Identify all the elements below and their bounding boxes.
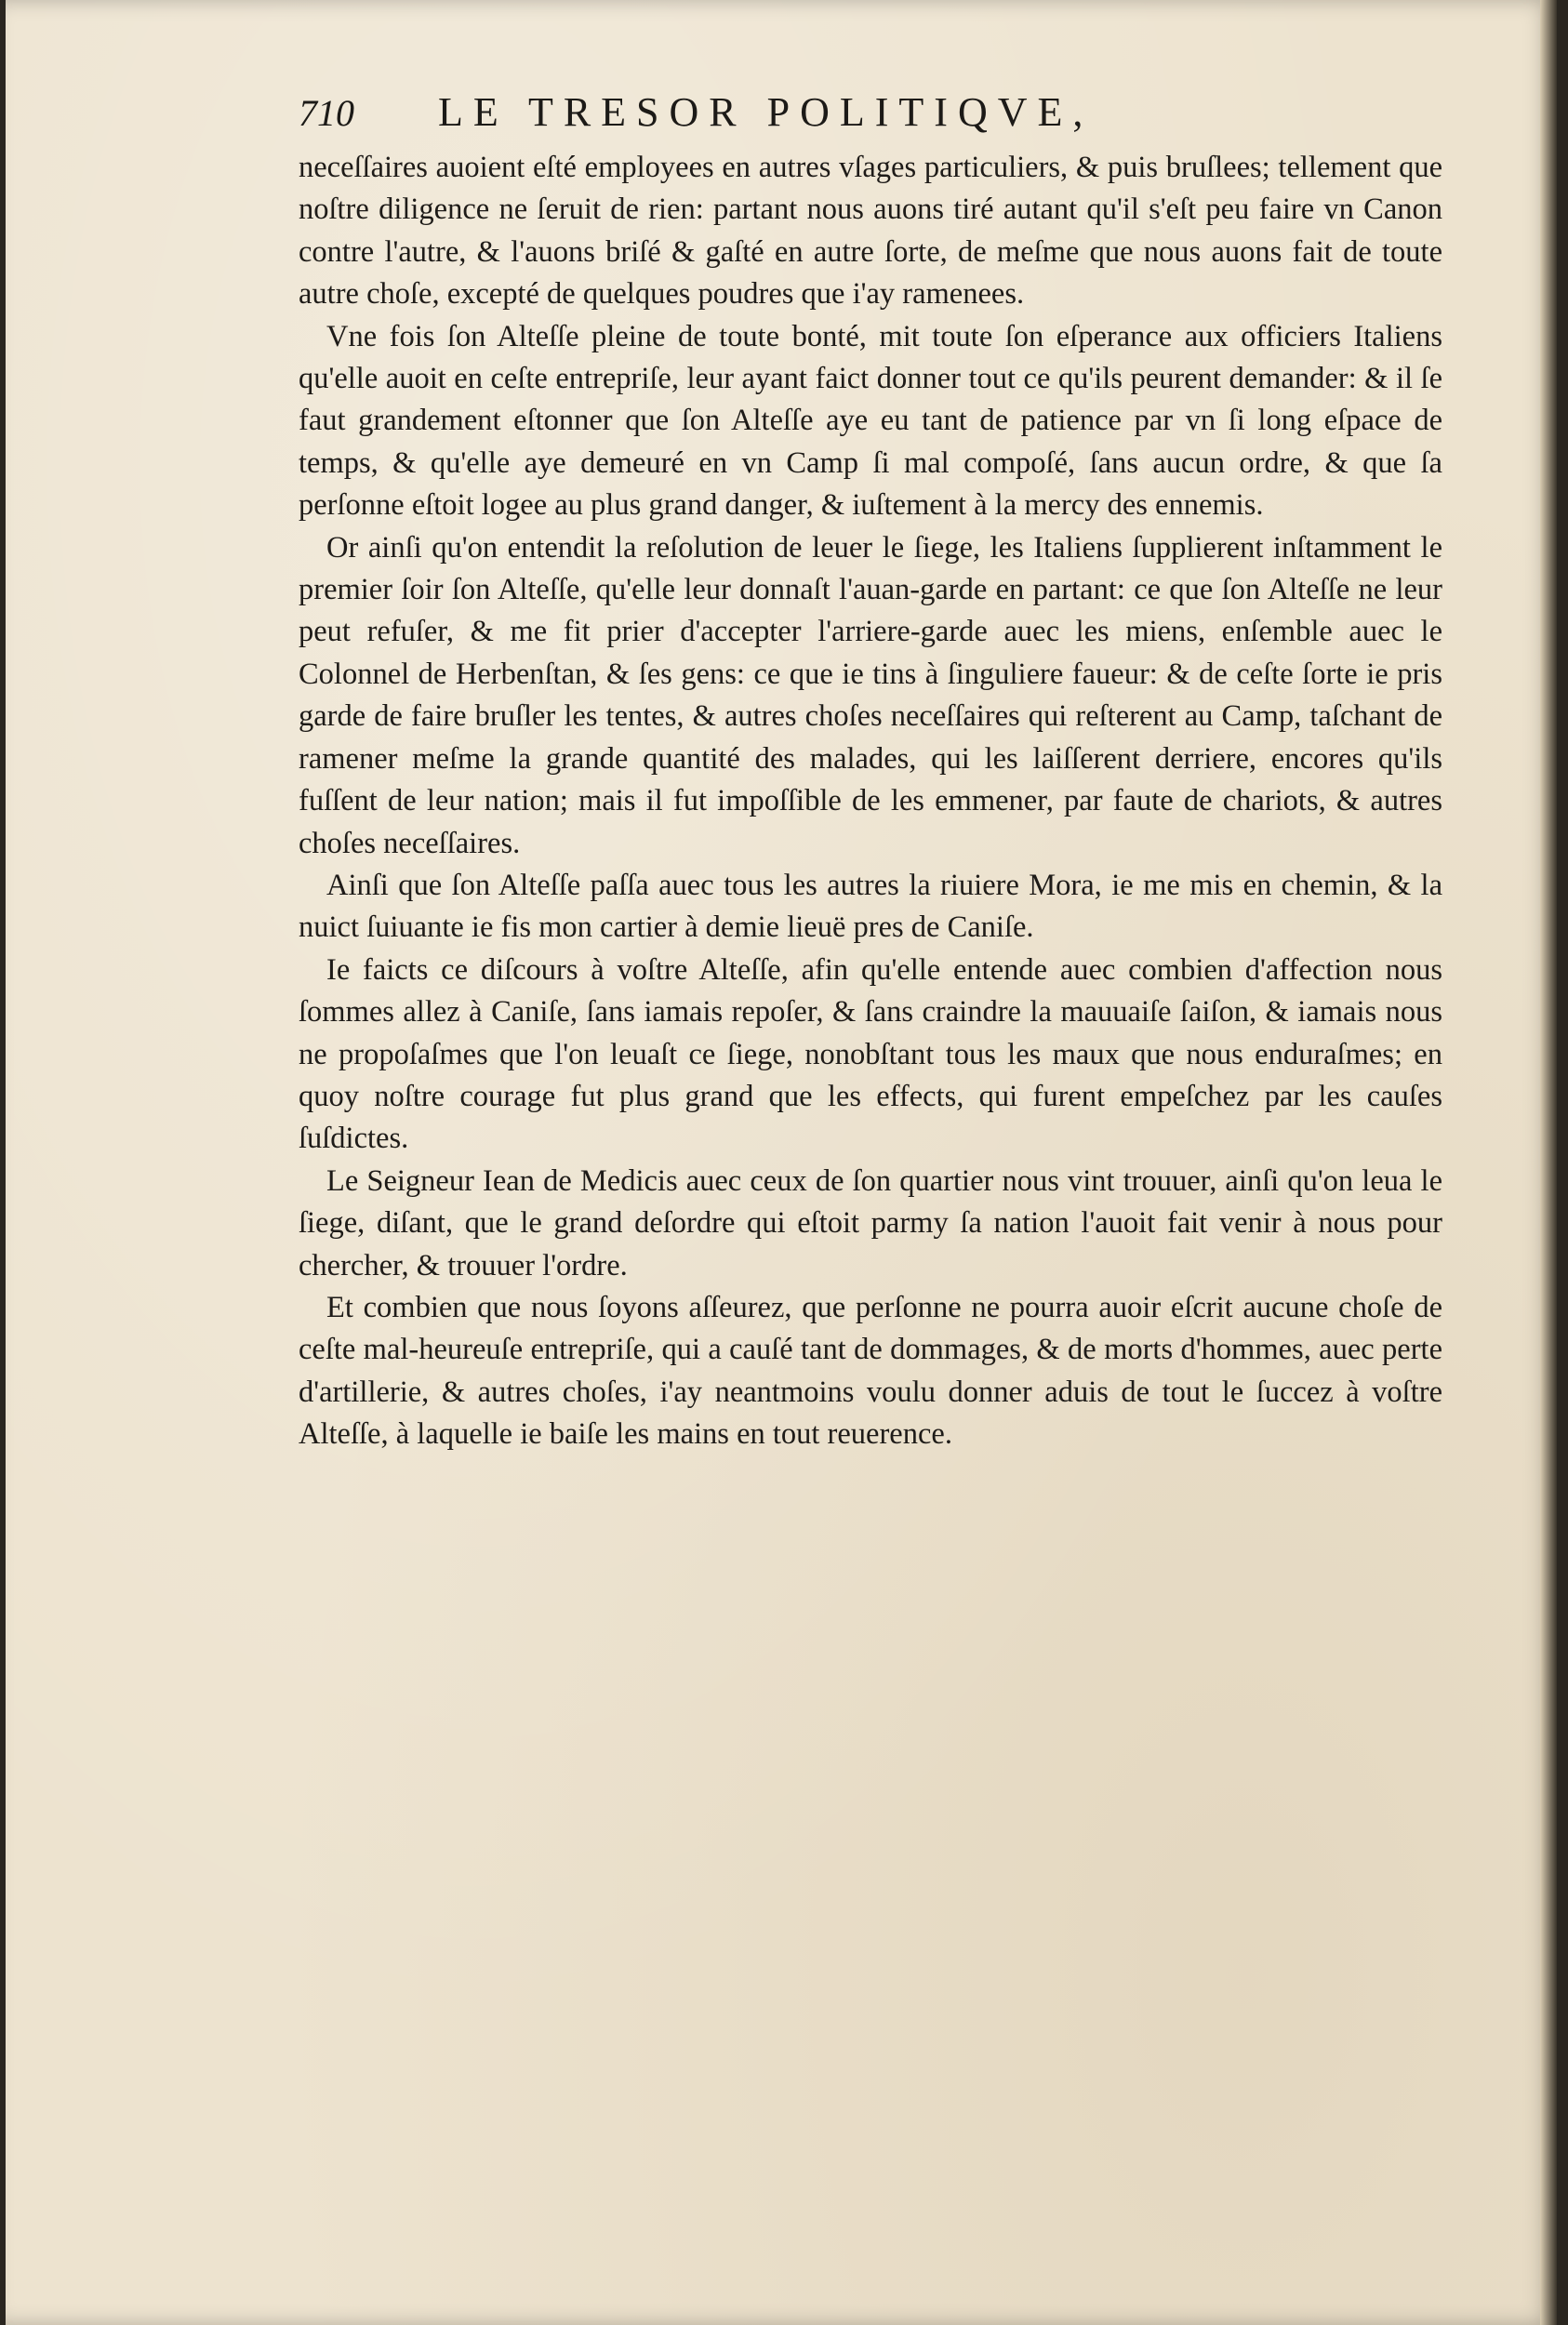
paragraph-continuation: neceſſaires auoient eſté employees en autres vſages particuliers, & puis bruſlees; tellement que noſtre diligence ne ſeruit de rien: partant nous auons tiré autant qu'il s'eſt peu faire vn Canon contre l'autre, & l'auons briſé & gaſté en autre ſorte, de meſme que nous auons fait de toute autre choſe, excepté de quelques poudres que i'ay ramenees. — [299, 151, 1442, 312]
paragraph: Et combien que nous ſoyons aſſeurez, que perſonne ne pourra auoir eſcrit aucune choſe de ceſte mal-heureuſe entrepriſe, qui a cauſé tant de dommages, & de morts d'hommes, auec perte d'artillerie, & autres choſes, i'ay neantmoins voulu donner aduis de tout le ſuccez à voſtre Alteſſe, à laquelle ie baiſe les mains en tout reuerence. — [299, 1290, 1442, 1452]
page-number: 710 — [299, 92, 354, 134]
book-page — [6, 0, 1557, 2325]
body-text — [299, 147, 1442, 1456]
page-header — [299, 88, 1284, 144]
running-title: LE TRESOR POLITIQVE, — [438, 89, 1094, 135]
paragraph: Vne fois ſon Alteſſe pleine de toute bonté, mit toute ſon eſperance aux officiers Italiens qu'elle auoit en ceſte entrepriſe, leur ayant faict donner tout ce qu'ils peurent demander: & il ſe faut grandement eſtonner que ſon Alteſſe aye eu tant de patience par vn ſi long eſpace de temps, & qu'elle aye demeuré en vn Camp ſi mal compoſé, ſans aucun ordre, & que ſa perſonne eſtoit logee au plus grand danger, & iuſtement à la mercy des ennemis. — [299, 319, 1442, 523]
page-edge-shadow — [1540, 0, 1557, 2325]
paragraph: Ie faicts ce diſcours à voſtre Alteſſe, afin qu'elle entende auec combien d'affection nous ſommes allez à Caniſe, ſans iamais repoſer, & ſans craindre la mauuaiſe ſaiſon, & iamais nous ne propoſaſmes que l'on leuaſt ce ſiege, nonobſtant tous les maux que nous enduraſmes; en quoy noſtre courage fut plus grand que les effects, qui furent empeſchez par les cauſes ſuſdictes. — [299, 952, 1442, 1156]
paragraph: Or ainſi qu'on entendit la reſolution de leuer le ſiege, les Italiens ſupplierent inſtamment le premier ſoir ſon Alteſſe, qu'elle leur donnaſt l'auan-garde en partant: ce que ſon Alteſſe ne leur peut refuſer, & me fit prier d'accepter l'arriere-garde auec les miens, enſemble auec le Colonnel de Herbenſtan, & ſes gens: ce que ie tins à ſinguliere faueur: & de ceſte ſorte ie pris garde de faire bruſler les tentes, & autres choſes neceſſaires qui reſterent au Camp, taſchant de ramener meſme la grande quantité des malades, qui les laiſſerent derriere, encores qu'ils fuſſent de leur nation; mais il fut impoſſible de les emmener, par faute de chariots, & autres choſes neceſſaires. — [299, 530, 1442, 860]
paragraph: Ainſi que ſon Alteſſe paſſa auec tous les autres la riuiere Mora, ie me mis en chemin, & la nuict ſuiuante ie fis mon cartier à demie lieuë pres de Caniſe. — [299, 868, 1442, 945]
paragraph: Le Seigneur Iean de Medicis auec ceux de ſon quartier nous vint trouuer, ainſi qu'on leua le ſiege, diſant, que le grand deſordre qui eſtoit parmy ſa nation l'auoit fait venir à nous pour chercher, & trouuer l'ordre. — [299, 1163, 1442, 1282]
